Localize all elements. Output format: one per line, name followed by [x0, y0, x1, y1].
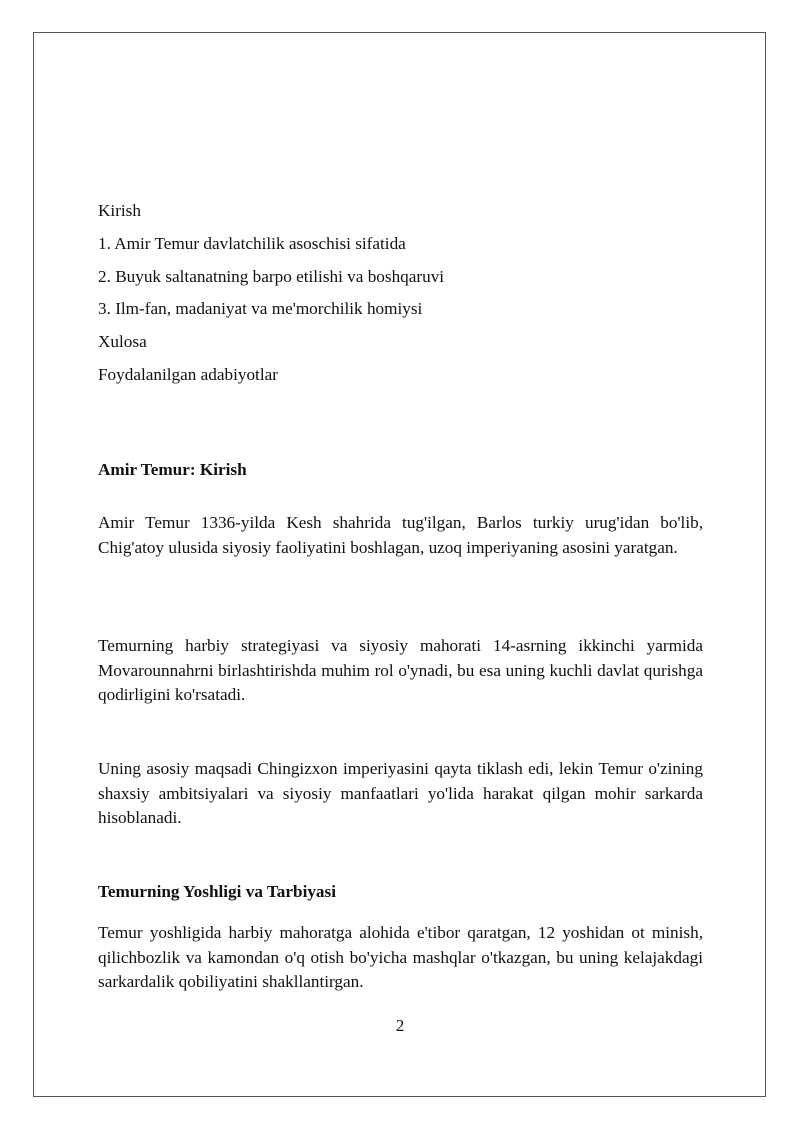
paragraph: Temur yoshligida harbiy mahoratga alohida e'tibor qaratgan, 12 yoshidan ot minish, qilichbozlik va kamondan o'q otish bo'yicha mashqlar o'tkazgan, bu uning kelajakdagi sarkardalik qobiliyatini shakllantirgan.	[98, 923, 703, 992]
paragraph: Amir Temur 1336-yilda Kesh shahrida tug'ilgan, Barlos turkiy urug'idan bo'lib, Chig'atoy ulusida siyosiy faoliyatini boshlagan, uzoq imperiyaning asosini yaratgan.	[98, 513, 703, 557]
table-of-contents	[98, 198, 703, 395]
toc-item-conclusion: Xulosa	[98, 332, 147, 352]
toc-item-chapter-2: 2. Buyuk saltanatning barpo etilishi va boshqaruvi	[98, 266, 445, 286]
toc-item-introduction: Kirish	[98, 201, 141, 220]
section-heading-youth: Temurning Yoshligi va Tarbiyasi	[98, 882, 336, 901]
section-heading-introduction: Amir Temur: Kirish	[98, 460, 247, 479]
toc-item-chapter-1: 1. Amir Temur davlatchilik asoschisi sifatida	[98, 233, 406, 253]
toc-item-chapter-3: 3. Ilm-fan, madaniyat va me'morchilik homiysi	[98, 299, 423, 319]
paragraph: Temurning harbiy strategiyasi va siyosiy mahorati 14-asrning ikkinchi yarmida Movarounnahrni birlashtirishda muhim rol o'ynadi, bu esa uning kuchli davlat qurishga qodirligini ko'rsatadi.	[98, 636, 703, 705]
toc-item-references: Foydalanilgan adabiyotlar	[98, 364, 278, 384]
page-number: 2	[395, 1016, 405, 1035]
paragraph: Uning asosiy maqsadi Chingizxon imperiyasini qayta tiklash edi, lekin Temur o'zining shaxsiy ambitsiyalari va siyosiy manfaatlari yo'lida harakat qilgan mohir sarkarda hisoblanadi.	[98, 759, 703, 828]
